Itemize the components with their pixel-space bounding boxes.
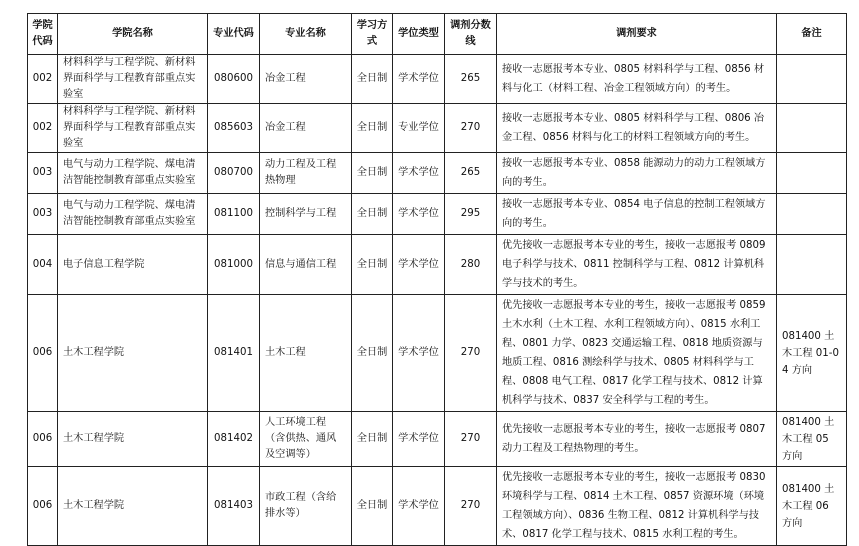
- college-name-cell: 电气与动力工程学院、煤电清洁智能控制教育部重点实验室: [58, 194, 208, 235]
- major-name-cell: 动力工程及工程热物理: [260, 153, 352, 194]
- requirement-cell: 优先接收一志愿报考本专业的考生，接收一志愿报考 0830 环境科学与工程、0814 土木工程、0857 资源环境（环境工程领域方向）、0836 生物工程、0812 计算机科学与技术、0817 化学工程与技术、0815 水利工程的考生。: [497, 467, 777, 546]
- header-major-code: 专业代码: [208, 14, 260, 55]
- header-score-line: 调剂分数线: [445, 14, 497, 55]
- header-major-name: 专业名称: [260, 14, 352, 55]
- header-college-code: 学院代码: [28, 14, 58, 55]
- header-college-name: 学院名称: [58, 14, 208, 55]
- major-code-cell: 080700: [208, 153, 260, 194]
- degree-type-cell: 学术学位: [393, 153, 445, 194]
- header-requirement: 调剂要求: [497, 14, 777, 55]
- college-name-cell: 土木工程学院: [58, 412, 208, 467]
- study-mode-cell: 全日制: [352, 412, 393, 467]
- score-line-cell: 295: [445, 194, 497, 235]
- score-line-cell: 270: [445, 295, 497, 412]
- degree-type-cell: 学术学位: [393, 194, 445, 235]
- major-name-cell: 信息与通信工程: [260, 235, 352, 295]
- major-code-cell: 081100: [208, 194, 260, 235]
- study-mode-cell: 全日制: [352, 467, 393, 546]
- major-code-cell: 081402: [208, 412, 260, 467]
- requirement-cell: 接收一志愿报考本专业、0854 电子信息的控制工程领域方向的考生。: [497, 194, 777, 235]
- table-row: [28, 104, 847, 153]
- college-code-cell: 002: [28, 104, 58, 153]
- study-mode-cell: 全日制: [352, 295, 393, 412]
- note-cell: [777, 104, 847, 153]
- college-code-cell: 003: [28, 153, 58, 194]
- note-cell: 081400 土木工程 06 方向: [777, 467, 847, 546]
- requirement-cell: 接收一志愿报考本专业、0858 能源动力的动力工程领域方向的考生。: [497, 153, 777, 194]
- score-line-cell: 270: [445, 467, 497, 546]
- degree-type-cell: 学术学位: [393, 467, 445, 546]
- requirement-cell: 优先接收一志愿报考本专业的考生，接收一志愿报考 0859 土木水利（土木工程、水利工程领域方向）、0815 水利工程、0801 力学、0823 交通运输工程、0818 地质资源与地质工程、0816 测绘科学与技术、0805 材料科学与工程、0808 电气工程、0817 化学工程与技术、0812 计算机科学与技术、0837 安全科学与工程的考生。: [497, 295, 777, 412]
- college-name-cell: 材料科学与工程学院、新材料界面科学与工程教育部重点实验室: [58, 55, 208, 104]
- college-name-cell: 土木工程学院: [58, 295, 208, 412]
- degree-type-cell: 学术学位: [393, 412, 445, 467]
- header-degree-type: 学位类型: [393, 14, 445, 55]
- degree-type-cell: 学术学位: [393, 55, 445, 104]
- table-row: [28, 295, 847, 412]
- note-cell: [777, 235, 847, 295]
- table-row: [28, 153, 847, 194]
- note-cell: 081400 土木工程 01-04 方向: [777, 295, 847, 412]
- adjustment-table: [27, 13, 847, 546]
- college-name-cell: 电子信息工程学院: [58, 235, 208, 295]
- major-code-cell: 081403: [208, 467, 260, 546]
- note-cell: [777, 194, 847, 235]
- table-row: [28, 55, 847, 104]
- college-code-cell: 003: [28, 194, 58, 235]
- major-name-cell: 土木工程: [260, 295, 352, 412]
- college-code-cell: 006: [28, 412, 58, 467]
- major-name-cell: 冶金工程: [260, 104, 352, 153]
- degree-type-cell: 学术学位: [393, 295, 445, 412]
- score-line-cell: 265: [445, 55, 497, 104]
- major-name-cell: 人工环境工程（含供热、通风及空调等）: [260, 412, 352, 467]
- college-code-cell: 006: [28, 467, 58, 546]
- degree-type-cell: 专业学位: [393, 104, 445, 153]
- score-line-cell: 270: [445, 104, 497, 153]
- header-row: [28, 14, 847, 55]
- college-name-cell: 材料科学与工程学院、新材料界面科学与工程教育部重点实验室: [58, 104, 208, 153]
- requirement-cell: 优先接收一志愿报考本专业的考生，接收一志愿报考 0809 电子科学与技术、0811 控制科学与工程、0812 计算机科学与技术的考生。: [497, 235, 777, 295]
- score-line-cell: 270: [445, 412, 497, 467]
- college-code-cell: 006: [28, 295, 58, 412]
- note-cell: [777, 55, 847, 104]
- header-note: 备注: [777, 14, 847, 55]
- degree-type-cell: 学术学位: [393, 235, 445, 295]
- table-row: [28, 235, 847, 295]
- requirement-cell: 接收一志愿报考本专业、0805 材料科学与工程、0806 冶金工程、0856 材料与化工的材料工程领域方向的考生。: [497, 104, 777, 153]
- study-mode-cell: 全日制: [352, 235, 393, 295]
- college-code-cell: 004: [28, 235, 58, 295]
- college-name-cell: 电气与动力工程学院、煤电清洁智能控制教育部重点实验室: [58, 153, 208, 194]
- note-cell: [777, 153, 847, 194]
- major-code-cell: 081401: [208, 295, 260, 412]
- table-row: [28, 412, 847, 467]
- major-code-cell: 080600: [208, 55, 260, 104]
- study-mode-cell: 全日制: [352, 153, 393, 194]
- score-line-cell: 265: [445, 153, 497, 194]
- major-name-cell: 冶金工程: [260, 55, 352, 104]
- table-row: [28, 467, 847, 546]
- requirement-cell: 优先接收一志愿报考本专业的考生，接收一志愿报考 0807 动力工程及工程热物理的考生。: [497, 412, 777, 467]
- table-row: [28, 194, 847, 235]
- major-code-cell: 081000: [208, 235, 260, 295]
- study-mode-cell: 全日制: [352, 194, 393, 235]
- major-code-cell: 085603: [208, 104, 260, 153]
- adjustment-table-container: [27, 13, 847, 546]
- note-cell: 081400 土木工程 05 方向: [777, 412, 847, 467]
- score-line-cell: 280: [445, 235, 497, 295]
- requirement-cell: 接收一志愿报考本专业、0805 材料科学与工程、0856 材料与化工（材料工程、冶金工程领域方向）的考生。: [497, 55, 777, 104]
- college-code-cell: 002: [28, 55, 58, 104]
- header-study-mode: 学习方式: [352, 14, 393, 55]
- study-mode-cell: 全日制: [352, 55, 393, 104]
- major-name-cell: 控制科学与工程: [260, 194, 352, 235]
- college-name-cell: 土木工程学院: [58, 467, 208, 546]
- major-name-cell: 市政工程（含给排水等）: [260, 467, 352, 546]
- study-mode-cell: 全日制: [352, 104, 393, 153]
